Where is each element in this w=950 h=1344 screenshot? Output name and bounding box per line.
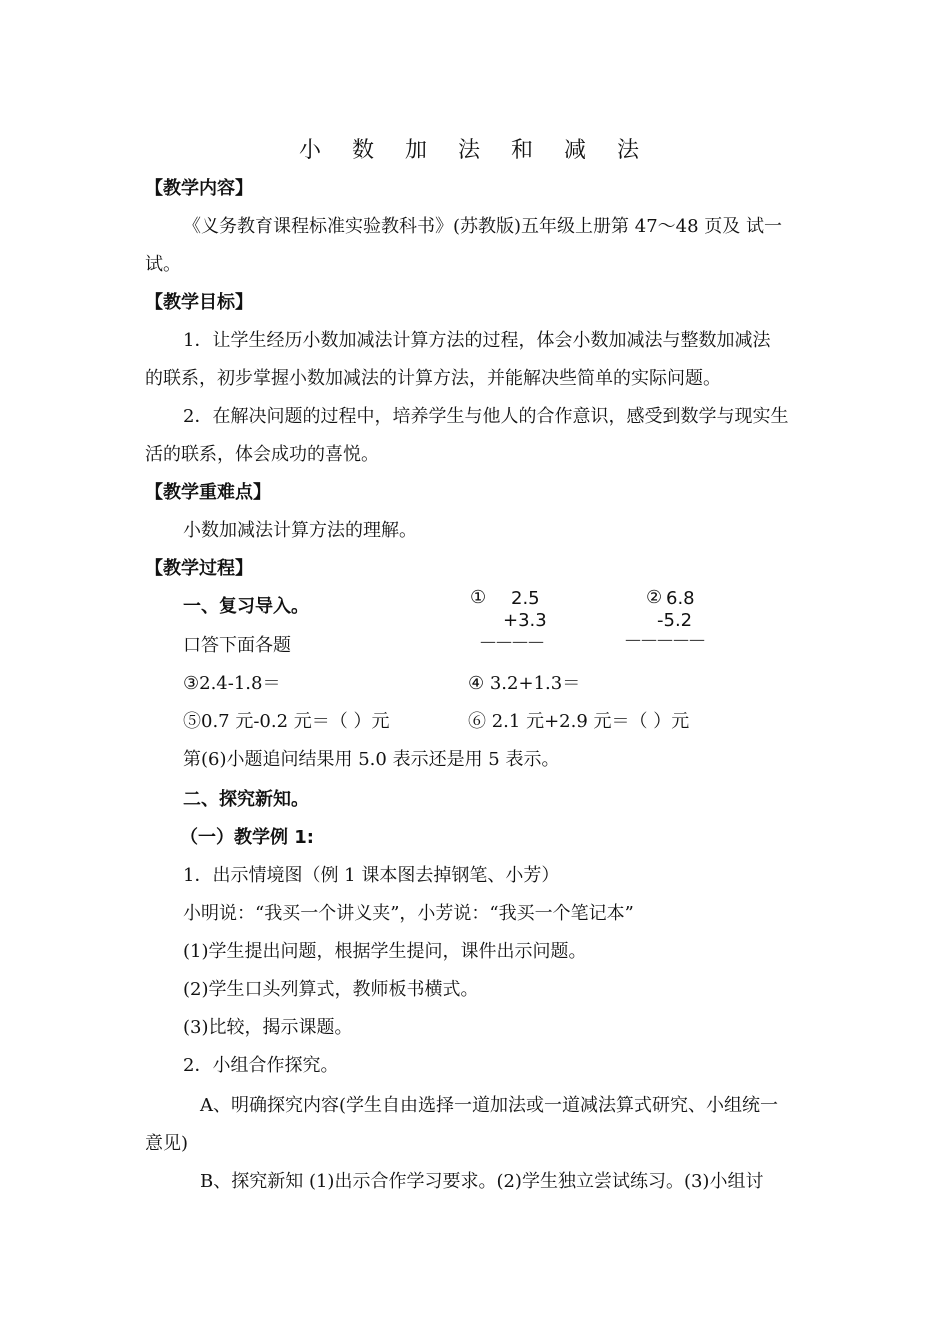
heading-content: 【教学内容】	[145, 178, 253, 199]
heading-key-points: 【教学重难点】	[145, 482, 271, 503]
follow-up-question: 第(6)小题追问结果用 5.0 表示还是用 5 表示。	[183, 749, 560, 770]
page-title: 小 数 加 法 和 减 法	[299, 138, 651, 163]
step-1: 1．出示情境图（例 1 课本图去掉钢笔、小芳）	[183, 865, 560, 886]
step-2: 2．小组合作探究。	[183, 1055, 339, 1076]
question-3: ③2.4-1.8＝	[183, 673, 281, 694]
step-1-quote: 小明说：“我买一个讲义夹”，小芳说：“我买一个笔记本”	[183, 903, 634, 924]
goal-1-line-1: 1．让学生经历小数加减法计算方法的过程，体会小数加减法与整数加减法	[183, 330, 771, 351]
calc-2-label: ②	[646, 587, 663, 608]
calc-1-label: ①	[470, 587, 487, 608]
step-1-c: (3)比较，揭示课题。	[183, 1017, 353, 1038]
example-1-heading: （一）教学例 1:	[180, 827, 314, 848]
step-1-a: (1)学生提出问题，根据学生提问，课件出示问题。	[183, 941, 587, 962]
question-4: ④ 3.2+1.3＝	[468, 673, 581, 694]
step-2-a-line-1: A、明确探究内容(学生自由选择一道加法或一道减法算式研究、小组统一	[200, 1095, 779, 1116]
oral-answer-prompt: 口答下面各题	[183, 635, 291, 656]
part-1-heading: 一、复习导入。	[183, 596, 309, 617]
calc-1-bottom: +3.3	[503, 610, 547, 631]
calc-1-top: 2.5	[511, 588, 540, 609]
goal-2-line-2: 活的联系，体会成功的喜悦。	[145, 444, 379, 465]
calc-1-rule: ————	[480, 632, 544, 651]
question-5: ⑤0.7 元-0.2 元＝（ ）元	[183, 711, 390, 732]
question-6: ⑥ 2.1 元+2.9 元＝（ ）元	[468, 711, 690, 732]
goal-1-line-2: 的联系，初步掌握小数加减法的计算方法，并能解决些简单的实际问题。	[145, 368, 721, 389]
calc-2-rule: —————	[625, 630, 705, 649]
part-2-heading: 二、探究新知。	[183, 789, 309, 810]
step-2-a-line-2: 意见)	[145, 1133, 189, 1154]
heading-process: 【教学过程】	[145, 558, 253, 579]
step-1-b: (2)学生口头列算式，教师板书横式。	[183, 979, 479, 1000]
content-line-2: 试。	[145, 254, 181, 275]
step-2-b: B、探究新知 (1)出示合作学习要求。(2)学生独立尝试练习。(3)小组讨	[200, 1171, 764, 1192]
content-line-1: 《义务教育课程标准实验教科书》(苏教版)五年级上册第 47～48 页及 试一	[183, 216, 783, 237]
key-points-text: 小数加减法计算方法的理解。	[183, 520, 417, 541]
heading-goals: 【教学目标】	[145, 292, 253, 313]
calc-2-bottom: -5.2	[657, 610, 693, 631]
goal-2-line-1: 2．在解决问题的过程中，培养学生与他人的合作意识，感受到数学与现实生	[183, 406, 789, 427]
calc-2-top: 6.8	[666, 588, 695, 609]
